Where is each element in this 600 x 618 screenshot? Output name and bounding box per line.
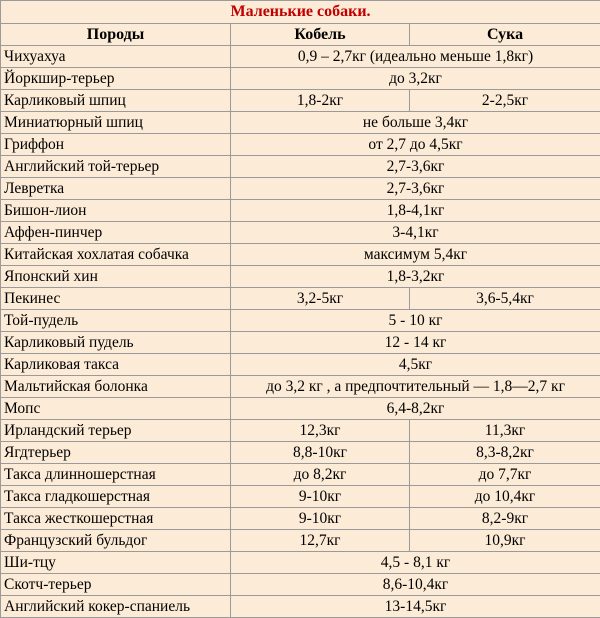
breed-cell: Пекинес — [1, 288, 231, 310]
table-row — [1, 46, 600, 68]
breed-cell: Карликовый пудель — [1, 332, 231, 354]
breed-cell: Миниатюрный шпиц — [1, 112, 231, 134]
weight-cell: 2,7-3,6кг — [231, 178, 600, 200]
breed-cell: Аффен-пинчер — [1, 222, 231, 244]
male-weight-cell: 12,7кг — [231, 530, 410, 552]
table-row — [1, 112, 600, 134]
breed-cell: Японский хин — [1, 266, 231, 288]
weight-cell: 1,8-4,1кг — [231, 200, 600, 222]
male-weight-cell: 9-10кг — [231, 486, 410, 508]
weight-cell: 8,6-10,4кг — [231, 574, 600, 596]
table-title: Маленькие собаки. — [1, 1, 600, 24]
breed-cell: Английский той-терьер — [1, 156, 231, 178]
weight-cell: до 3,2 кг , а предпочтительный — 1,8—2,7 кг — [231, 376, 600, 398]
header-female: Сука — [410, 24, 600, 46]
header-row — [1, 24, 600, 46]
table-row — [1, 134, 600, 156]
breed-cell: Чихуахуа — [1, 46, 231, 68]
table-row — [1, 552, 600, 574]
table-row — [1, 530, 600, 552]
breed-cell: Ши-тцу — [1, 552, 231, 574]
breed-cell: Ягдтерьер — [1, 442, 231, 464]
table-row — [1, 178, 600, 200]
male-weight-cell: 8,8-10кг — [231, 442, 410, 464]
table-row — [1, 354, 600, 376]
breed-cell: Левретка — [1, 178, 231, 200]
female-weight-cell: 3,6-5,4кг — [410, 288, 600, 310]
table-row — [1, 266, 600, 288]
male-weight-cell: до 8,2кг — [231, 464, 410, 486]
weight-cell: 0,9 – 2,7кг (идеально меньше 1,8кг) — [231, 46, 600, 68]
breed-cell: Йоркшир-терьер — [1, 68, 231, 90]
table-row — [1, 574, 600, 596]
breed-cell: Такса длинношерстная — [1, 464, 231, 486]
female-weight-cell: 10,9кг — [410, 530, 600, 552]
breed-cell: Карликовая такса — [1, 354, 231, 376]
weight-cell: 12 - 14 кг — [231, 332, 600, 354]
male-weight-cell: 3,2-5кг — [231, 288, 410, 310]
weight-cell: 13-14,5кг — [231, 596, 600, 618]
breed-cell: Французский бульдог — [1, 530, 231, 552]
breed-cell: Английский кокер-спаниель — [1, 596, 231, 618]
table-row — [1, 310, 600, 332]
breed-cell: Скотч-терьер — [1, 574, 231, 596]
table-row — [1, 486, 600, 508]
table-row — [1, 222, 600, 244]
table-row — [1, 596, 600, 618]
breed-cell: Бишон-лион — [1, 200, 231, 222]
weight-cell: 5 - 10 кг — [231, 310, 600, 332]
female-weight-cell: 8,2-9кг — [410, 508, 600, 530]
header-male: Кобель — [231, 24, 410, 46]
table-row — [1, 244, 600, 266]
table-title-row — [1, 1, 600, 24]
table-row — [1, 376, 600, 398]
weight-cell: 4,5кг — [231, 354, 600, 376]
breed-cell: Такса жесткошерстная — [1, 508, 231, 530]
table-row — [1, 200, 600, 222]
weight-cell: до 3,2кг — [231, 68, 600, 90]
female-weight-cell: до 10,4кг — [410, 486, 600, 508]
table-row — [1, 156, 600, 178]
breed-cell: Мальтийская болонка — [1, 376, 231, 398]
female-weight-cell: 2-2,5кг — [410, 90, 600, 112]
header-breed: Породы — [1, 24, 231, 46]
male-weight-cell: 12,3кг — [231, 420, 410, 442]
table-row — [1, 420, 600, 442]
breed-cell: Той-пудель — [1, 310, 231, 332]
breed-cell: Китайская хохлатая собачка — [1, 244, 231, 266]
weight-cell: 2,7-3,6кг — [231, 156, 600, 178]
table-row — [1, 442, 600, 464]
weight-cell: 3-4,1кг — [231, 222, 600, 244]
table-row — [1, 288, 600, 310]
weight-cell: максимум 5,4кг — [231, 244, 600, 266]
breed-cell: Карликовый шпиц — [1, 90, 231, 112]
table-row — [1, 90, 600, 112]
table-row — [1, 508, 600, 530]
weight-cell: 4,5 - 8,1 кг — [231, 552, 600, 574]
breed-cell: Гриффон — [1, 134, 231, 156]
weight-cell: 1,8-3,2кг — [231, 266, 600, 288]
breed-cell: Ирландский терьер — [1, 420, 231, 442]
female-weight-cell: 11,3кг — [410, 420, 600, 442]
table-row — [1, 68, 600, 90]
female-weight-cell: до 7,7кг — [410, 464, 600, 486]
male-weight-cell: 9-10кг — [231, 508, 410, 530]
breed-cell: Мопс — [1, 398, 231, 420]
male-weight-cell: 1,8-2кг — [231, 90, 410, 112]
weight-cell: 6,4-8,2кг — [231, 398, 600, 420]
weight-cell: не больше 3,4кг — [231, 112, 600, 134]
table-row — [1, 398, 600, 420]
weight-cell: от 2,7 до 4,5кг — [231, 134, 600, 156]
table-row — [1, 464, 600, 486]
female-weight-cell: 8,3-8,2кг — [410, 442, 600, 464]
table-row — [1, 332, 600, 354]
breed-cell: Такса гладкошерстная — [1, 486, 231, 508]
